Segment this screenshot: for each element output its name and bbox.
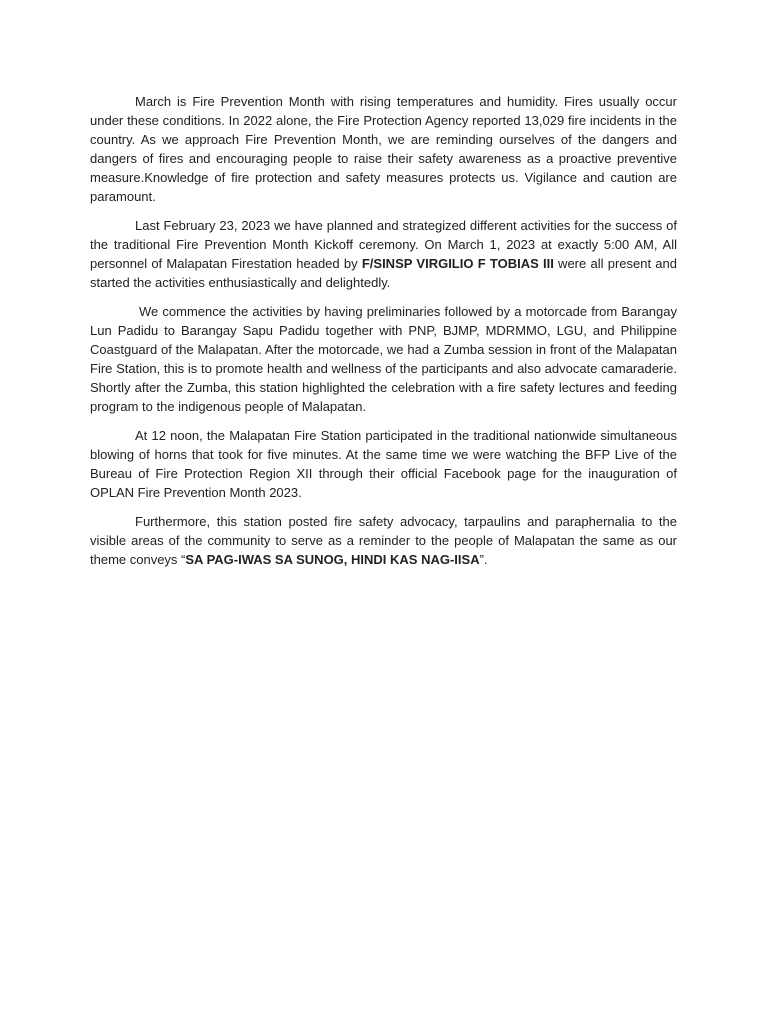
paragraph-text: We commence the activities by having preliminaries followed by a motorcade from Barangay Lun Padidu to Barangay Sapu Padidu together with PNP, BJMP, MDRMMO, LGU, and Philippine Coastguard of the Malapatan. After the motorcade, we had a Zumba session in front of the Malapatan Fire Station, this is to promote health and wellness of the participants and also advocate camaraderie. Shortly after the Zumba, this station highlighted the celebration with a fire safety lectures and feeding program to the indigenous people of Malapatan.: [90, 304, 677, 414]
theme-slogan: SA PAG-IWAS SA SUNOG, HINDI KAS NAG-IISA: [185, 552, 480, 567]
paragraph-text: At 12 noon, the Malapatan Fire Station participated in the traditional nationwide simultaneous blowing of horns that took for five minutes. At the same time we were watching the BFP Live of the Bureau of Fire Protection Region XII through their official Facebook page for the inauguration of OPLAN Fire Prevention Month 2023.: [90, 428, 677, 500]
officer-name: F/SINSP VIRGILIO F TOBIAS III: [361, 256, 554, 271]
paragraph-text: March is Fire Prevention Month with rising temperatures and humidity. Fires usually occur under these conditions. In 2022 alone, the Fire Protection Agency reported 13,029 fire incidents in the country. As we approach Fire Prevention Month, we are reminding ourselves of the dangers and dangers of fires and encouraging people to raise their safety awareness as a proactive preventive measure.Knowledge of fire protection and safety measures protects us. Vigilance and caution are paramount.: [90, 94, 677, 204]
document-body: [90, 92, 677, 579]
paragraph-text: ”.: [479, 552, 488, 567]
paragraph-kickoff-planning: [90, 216, 677, 292]
paragraph-activities: [90, 302, 677, 416]
paragraph-text: were all present and started the activities enthusiastically and delightedly.: [90, 256, 677, 290]
paragraph-text: Furthermore, this station posted fire safety advocacy, tarpaulins and paraphernalia to the visible areas of the community to serve as a reminder to the people of Malapatan the same as our theme conveys “: [90, 514, 677, 567]
paragraph-advocacy-theme: [90, 512, 677, 569]
paragraph-noon-horns: [90, 426, 677, 502]
paragraph-text: Last February 23, 2023 we have planned and strategized different activities for the success of the traditional Fire Prevention Month Kickoff ceremony. On March 1, 2023 at exactly 5:00 AM, All personnel of Malapatan Firestation headed by: [90, 218, 677, 271]
paragraph-fire-prevention-intro: [90, 92, 677, 206]
